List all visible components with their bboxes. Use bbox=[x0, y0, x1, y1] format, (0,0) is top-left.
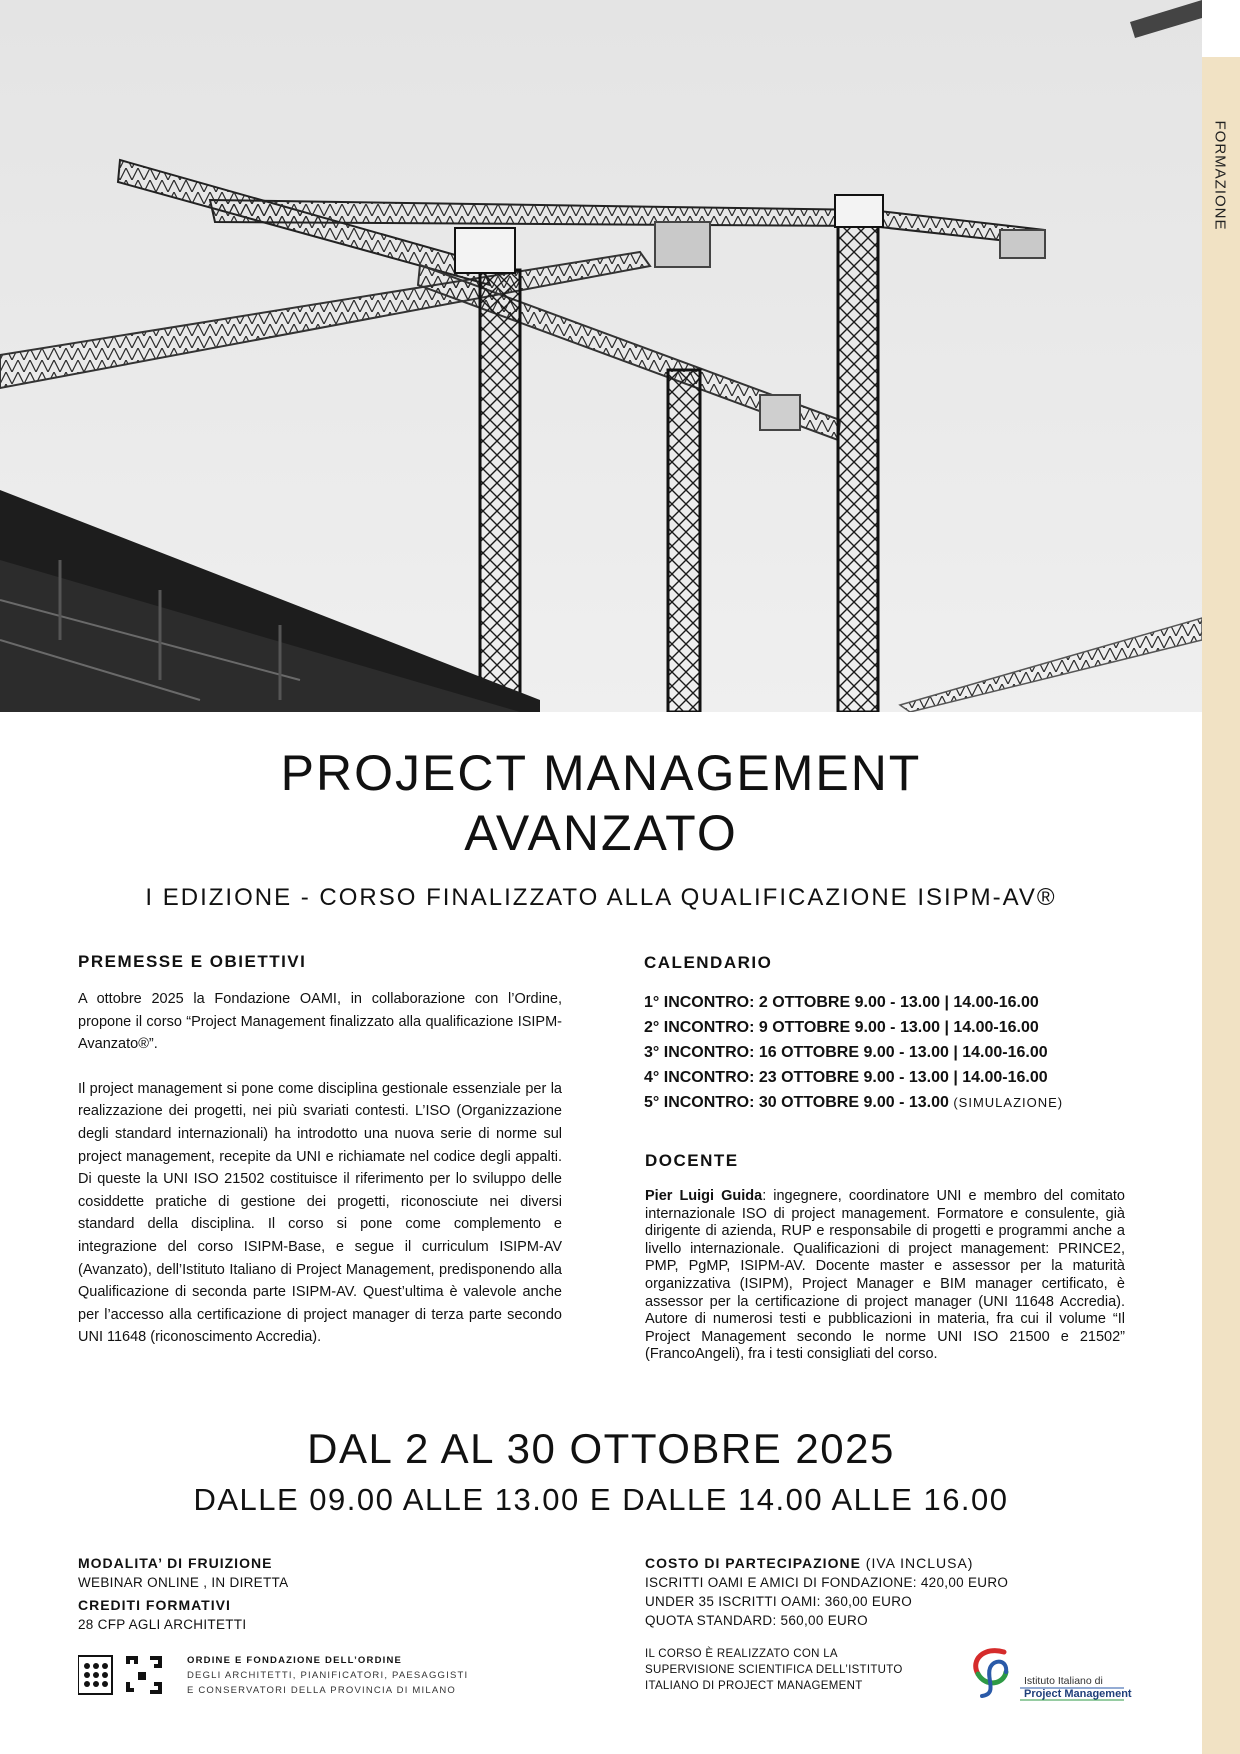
calendar-row-time: 9.00 - 13.00 bbox=[863, 1094, 949, 1111]
ordine-logo bbox=[78, 1654, 178, 1696]
isipm-logo bbox=[964, 1644, 1134, 1702]
modalita-heading: MODALITA’ DI FRUIZIONE bbox=[78, 1555, 273, 1571]
page-title-line2: AVANZATO bbox=[464, 805, 738, 861]
side-band bbox=[1202, 57, 1240, 1754]
calendar-row-date: 9 OTTOBRE bbox=[758, 1019, 851, 1036]
crediti-value: 28 CFP AGLI ARCHITETTI bbox=[78, 1617, 247, 1632]
calendar-row-label: 5° INCONTRO bbox=[644, 1094, 750, 1111]
isipm-logo-icon bbox=[964, 1644, 1134, 1702]
costo-heading bbox=[645, 1555, 973, 1571]
calendar-row-time: 9.00 - 13.00 | 14.00-16.00 bbox=[863, 1069, 1048, 1086]
supervision-note-line: IL CORSO È REALIZZATO CON LA bbox=[645, 1648, 838, 1660]
premesse-text bbox=[78, 988, 562, 1349]
docente-heading: DOCENTE bbox=[645, 1151, 739, 1170]
calendar-row: 4° INCONTRO: 23 OTTOBRE 9.00 - 13.00 | 14.00-16.00 bbox=[644, 1069, 1048, 1086]
premesse-heading: PREMESSE E OBIETTIVI bbox=[78, 952, 307, 971]
docente-text bbox=[645, 1188, 1125, 1364]
page-title-line1: PROJECT MANAGEMENT bbox=[280, 745, 922, 801]
side-tab-label: FORMAZIONE bbox=[1211, 120, 1229, 230]
supervision-note bbox=[645, 1646, 945, 1694]
docente-bio: : ingegnere, coordinatore UNI e membro del comitato internazionale ISO di project management. Formatore e consulente, già dirigente di azienda, RUP e responsabile di progetti e programmi anche a livello internazionale. Qualificazioni di project management: PRINCE2, PMP, PgMP, ISIPM-AV. Docente master e assessor per la maturità organizzativa (ISIPM), Project Manager e BIM manager certificato, è assessor per la certificazione di project manager (UNI 11648 Accredia). Autore di numerosi testi e pubblicazioni in materia, fra cui il volume “Il Project Management secondo le norme UNI ISO 21500 e 21502” (FrancoAngeli), fra i testi consigliati del corso. bbox=[645, 1188, 1125, 1363]
calendar-row: 2° INCONTRO: 9 OTTOBRE 9.00 - 13.00 | 14.00-16.00 bbox=[644, 1019, 1039, 1036]
course-dates: DAL 2 AL 30 OTTOBRE 2025 bbox=[307, 1425, 895, 1472]
side-tab-formazione bbox=[1200, 110, 1240, 240]
calendar-row-date: 2 OTTOBRE bbox=[758, 994, 851, 1011]
calendar-row-label: 3° INCONTRO bbox=[644, 1044, 750, 1061]
calendar-row-label: 2° INCONTRO bbox=[644, 1019, 750, 1036]
supervision-note-line: ITALIANO DI PROJECT MANAGEMENT bbox=[645, 1680, 863, 1692]
ordine-logo-line: E CONSERVATORI DELLA PROVINCIA DI MILANO bbox=[187, 1685, 457, 1696]
premesse-paragraph-1: A ottobre 2025 la Fondazione OAMI, in collaborazione con l’Ordine, propone il corso “Project Management finalizzato alla qualificazione ISIPM-Avanzato®”. bbox=[78, 991, 562, 1053]
costo-line: ISCRITTI OAMI E AMICI DI FONDAZIONE: 420,00 EURO bbox=[645, 1575, 1009, 1590]
calendar-row-date: 30 OTTOBRE bbox=[758, 1094, 860, 1111]
costo-line: QUOTA STANDARD: 560,00 EURO bbox=[645, 1613, 868, 1628]
crediti-heading: CREDITI FORMATIVI bbox=[78, 1597, 231, 1613]
ordine-logo-text bbox=[187, 1653, 468, 1698]
calendar-row: 1° INCONTRO: 2 OTTOBRE 9.00 - 13.00 | 14.00-16.00 bbox=[644, 994, 1039, 1011]
costo-heading-label: COSTO DI PARTECIPAZIONE bbox=[645, 1555, 861, 1571]
crane-illustration bbox=[0, 0, 1202, 712]
calendar-row-label: 4° INCONTRO bbox=[644, 1069, 750, 1086]
costo-heading-note: (IVA INCLUSA) bbox=[865, 1555, 974, 1571]
ordine-logo-line: ORDINE E FONDAZIONE DELL’ORDINE bbox=[187, 1655, 403, 1666]
calendar-row-note: (SIMULAZIONE) bbox=[953, 1095, 1064, 1110]
calendar-row-time: 9.00 - 13.00 | 14.00-16.00 bbox=[863, 1044, 1048, 1061]
modalita-value: WEBINAR ONLINE , IN DIRETTA bbox=[78, 1575, 289, 1590]
ordine-logo-icon bbox=[78, 1654, 178, 1696]
isipm-logo-line1: Istituto Italiano di bbox=[1024, 1675, 1103, 1687]
calendar-row-time: 9.00 - 13.00 | 14.00-16.00 bbox=[854, 1019, 1039, 1036]
supervision-note-line: SUPERVISIONE SCIENTIFICA DELL’ISTITUTO bbox=[645, 1664, 903, 1676]
isipm-logo-line2: Project Management bbox=[1024, 1688, 1132, 1700]
hero-photo-cranes bbox=[0, 0, 1202, 712]
calendar-row-date: 23 OTTOBRE bbox=[758, 1069, 860, 1086]
calendar-row: 5° INCONTRO: 30 OTTOBRE 9.00 - 13.00 (SIMULAZIONE) bbox=[644, 1094, 1064, 1111]
page-subtitle: I EDIZIONE - CORSO FINALIZZATO ALLA QUALIFICAZIONE ISIPM-AV® bbox=[145, 884, 1057, 911]
ordine-logo-line: DEGLI ARCHITETTI, PIANIFICATORI, PAESAGGISTI bbox=[187, 1670, 469, 1681]
costo-line: UNDER 35 ISCRITTI OAMI: 360,00 EURO bbox=[645, 1594, 913, 1609]
docente-name: Pier Luigi Guida bbox=[645, 1188, 763, 1204]
calendar-list bbox=[644, 990, 1124, 1115]
premesse-paragraph-2: Il project management si pone come disciplina gestionale essenziale per la realizzazione dei progetti, nei più svariati contesti. L’ISO (Organizzazione degli standard internazionali) ha introdotto una nuova serie di norme sul project management, recepite da UNI e richiamate nel codice degli appalti. Di queste la UNI ISO 21502 costituisce il riferimento per lo sviluppo delle cosiddette pratiche di gestione dei progetti, riconosciute nei diversi standard della disciplina. Il corso si pone come complemento e integrazione del corso ISIPM-Base, e segue il curriculum ISIPM-AV (Avanzato), dell’Istituto Italiano di Project Management, predisponendo alla Qualificazione di seconda parte ISIPM-AV. Quest’ultima è valevole anche per l’accesso alla certificazione di project manager di terza parte secondo UNI 11648 (riconoscimento Accredia). bbox=[78, 1080, 562, 1346]
calendar-row-time: 9.00 - 13.00 | 14.00-16.00 bbox=[854, 994, 1039, 1011]
calendario-heading: CALENDARIO bbox=[644, 953, 773, 972]
calendar-row: 3° INCONTRO: 16 OTTOBRE 9.00 - 13.00 | 14.00-16.00 bbox=[644, 1044, 1048, 1061]
calendar-row-label: 1° INCONTRO bbox=[644, 994, 750, 1011]
course-hours: DALLE 09.00 ALLE 13.00 E DALLE 14.00 ALLE 16.00 bbox=[193, 1482, 1009, 1517]
calendar-row-date: 16 OTTOBRE bbox=[758, 1044, 860, 1061]
